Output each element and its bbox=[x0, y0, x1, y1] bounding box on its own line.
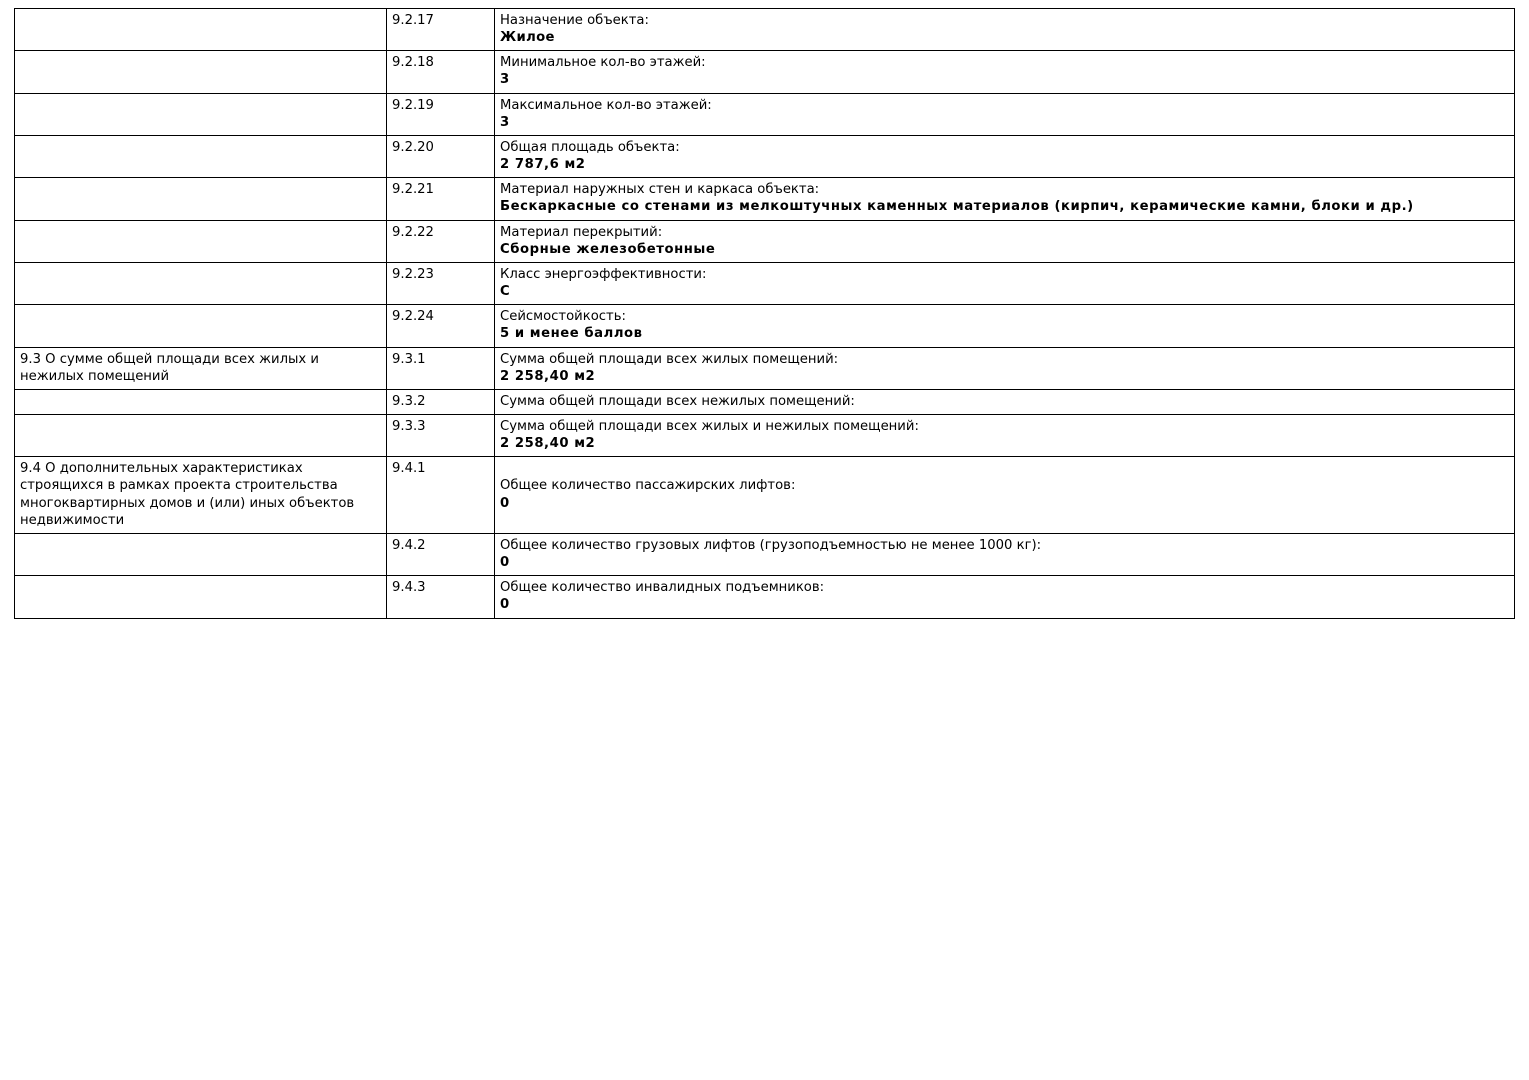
section-cell bbox=[15, 135, 387, 177]
value-cell bbox=[495, 135, 1515, 177]
field-label: Максимальное кол-во этажей: bbox=[500, 97, 712, 113]
code-cell: 9.2.21 bbox=[387, 178, 495, 220]
code-cell: 9.2.20 bbox=[387, 135, 495, 177]
field-label: Общее количество пассажирских лифтов: bbox=[500, 478, 796, 494]
code-cell: 9.4.2 bbox=[387, 533, 495, 575]
value-cell bbox=[495, 576, 1515, 618]
code-cell: 9.3.2 bbox=[387, 389, 495, 414]
field-label: Сумма общей площади всех жилых помещений: bbox=[500, 351, 839, 367]
code-cell: 9.2.17 bbox=[387, 9, 495, 51]
field-answer: 2 258,40 м2 bbox=[500, 368, 596, 384]
field-label: Материал перекрытий: bbox=[500, 224, 663, 240]
value-cell bbox=[495, 9, 1515, 51]
table-row bbox=[15, 347, 1515, 389]
field-answer: 0 bbox=[500, 495, 510, 511]
section-cell bbox=[15, 576, 387, 618]
value-cell bbox=[495, 414, 1515, 456]
value-cell bbox=[495, 93, 1515, 135]
value-cell bbox=[495, 262, 1515, 304]
field-answer: C bbox=[500, 284, 511, 300]
table-row bbox=[15, 389, 1515, 414]
section-cell: 9.4 О дополнительных характеристиках строящихся в рамках проекта строительства многоквартирных домов и (или) иных объектов недвижимости bbox=[15, 457, 387, 534]
table-row bbox=[15, 576, 1515, 618]
value-cell bbox=[495, 533, 1515, 575]
section-cell bbox=[15, 51, 387, 93]
code-cell: 9.4.3 bbox=[387, 576, 495, 618]
table-row bbox=[15, 178, 1515, 220]
section-cell bbox=[15, 9, 387, 51]
table-row bbox=[15, 220, 1515, 262]
value-cell bbox=[495, 305, 1515, 347]
table-row bbox=[15, 262, 1515, 304]
table-row bbox=[15, 457, 1515, 534]
code-cell: 9.2.18 bbox=[387, 51, 495, 93]
code-cell: 9.3.3 bbox=[387, 414, 495, 456]
code-cell: 9.4.1 bbox=[387, 457, 495, 534]
value-cell bbox=[495, 389, 1515, 414]
field-label: Сумма общей площади всех жилых и нежилых помещений: bbox=[500, 418, 919, 434]
table-row bbox=[15, 9, 1515, 51]
field-answer: 3 bbox=[500, 72, 510, 88]
code-cell: 9.2.24 bbox=[387, 305, 495, 347]
code-cell: 9.3.1 bbox=[387, 347, 495, 389]
field-label: Сейсмостойкость: bbox=[500, 309, 626, 325]
section-cell bbox=[15, 93, 387, 135]
field-answer: Сборные железобетонные bbox=[500, 241, 716, 257]
section-cell bbox=[15, 220, 387, 262]
value-cell bbox=[495, 178, 1515, 220]
table-row bbox=[15, 51, 1515, 93]
section-cell bbox=[15, 533, 387, 575]
field-answer: 3 bbox=[500, 114, 510, 130]
field-label: Минимальное кол-во этажей: bbox=[500, 55, 706, 71]
code-cell: 9.2.22 bbox=[387, 220, 495, 262]
field-answer: 2 258,40 м2 bbox=[500, 436, 596, 452]
code-cell: 9.2.23 bbox=[387, 262, 495, 304]
field-answer: 2 787,6 м2 bbox=[500, 157, 586, 173]
table-row bbox=[15, 414, 1515, 456]
value-cell bbox=[495, 457, 1515, 534]
table-row bbox=[15, 93, 1515, 135]
field-label: Материал наружных стен и каркаса объекта: bbox=[500, 182, 820, 198]
section-cell bbox=[15, 414, 387, 456]
field-answer: 0 bbox=[500, 597, 510, 613]
field-label: Класс энергоэффективности: bbox=[500, 266, 707, 282]
value-cell bbox=[495, 51, 1515, 93]
code-cell: 9.2.19 bbox=[387, 93, 495, 135]
section-cell bbox=[15, 389, 387, 414]
field-answer: 0 bbox=[500, 555, 510, 571]
field-answer: 5 и менее баллов bbox=[500, 326, 643, 342]
section-cell bbox=[15, 178, 387, 220]
declaration-table-body bbox=[15, 9, 1515, 619]
table-row bbox=[15, 533, 1515, 575]
field-label: Назначение объекта: bbox=[500, 13, 649, 28]
section-cell bbox=[15, 305, 387, 347]
value-cell bbox=[495, 347, 1515, 389]
table-row bbox=[15, 305, 1515, 347]
field-label: Общее количество инвалидных подъемников: bbox=[500, 580, 825, 596]
section-cell: 9.3 О сумме общей площади всех жилых и нежилых помещений bbox=[15, 347, 387, 389]
field-label: Общая площадь объекта: bbox=[500, 139, 680, 155]
field-label: Сумма общей площади всех нежилых помещений: bbox=[500, 393, 855, 409]
table-row bbox=[15, 135, 1515, 177]
section-cell bbox=[15, 262, 387, 304]
field-answer: Бескаркасные со стенами из мелкоштучных каменных материалов (кирпич, керамические камни, блоки и др.) bbox=[500, 199, 1414, 215]
value-cell bbox=[495, 220, 1515, 262]
field-answer: Жилое bbox=[500, 30, 555, 46]
declaration-table bbox=[14, 8, 1515, 619]
field-label: Общее количество грузовых лифтов (грузоподъемностью не менее 1000 кг): bbox=[500, 537, 1042, 553]
